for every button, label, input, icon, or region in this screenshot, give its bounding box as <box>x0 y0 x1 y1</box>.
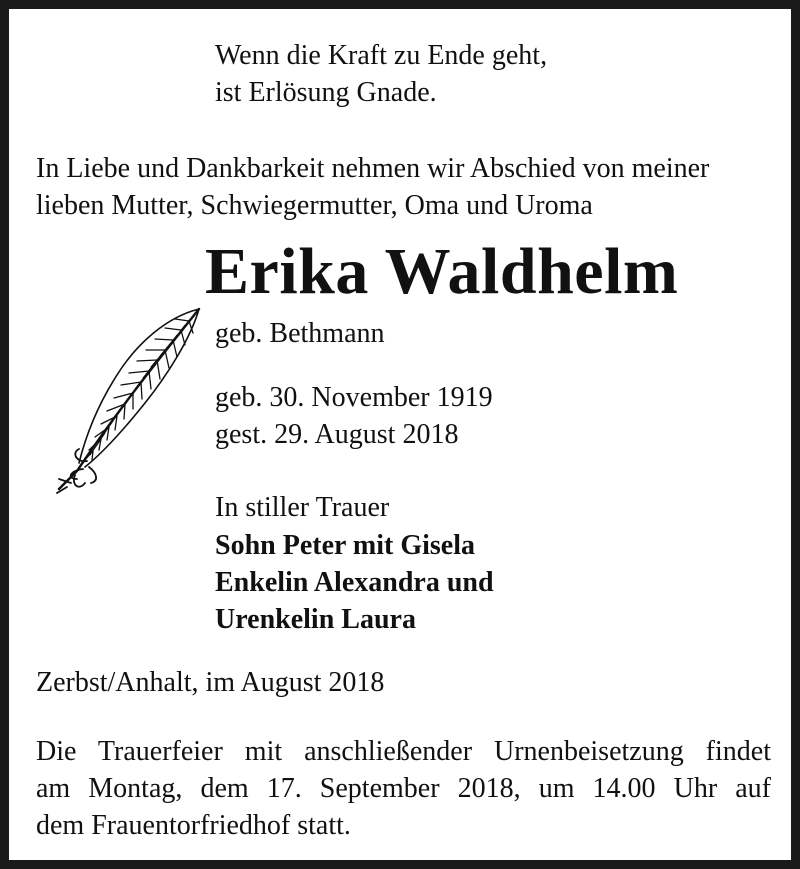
mourners-heading: In stiller Trauer <box>215 492 390 523</box>
feather-icon <box>49 303 207 499</box>
service-line-3: dem Frauentorfriedhof statt. <box>36 810 351 841</box>
service-line-2: am Montag, dem 17. September 2018, um 14.00 Uhr auf <box>36 773 771 804</box>
maiden-name: geb. Bethmann <box>215 318 385 349</box>
place-date: Zerbst/Anhalt, im August 2018 <box>36 667 385 698</box>
service-line-1: Die Trauerfeier mit anschließender Urnenbeisetzung findet <box>36 736 771 767</box>
motto-line-1: Wenn die Kraft zu Ende geht, <box>215 40 548 71</box>
intro-line-2: lieben Mutter, Schwiegermutter, Oma und Uroma <box>36 190 593 221</box>
death-date: gest. 29. August 2018 <box>215 419 459 450</box>
motto-line-2: ist Erlösung Gnade. <box>215 77 437 108</box>
mourner-line-1: Sohn Peter mit Gisela <box>215 530 476 561</box>
birth-date: geb. 30. November 1919 <box>215 382 493 413</box>
service-info <box>36 735 771 843</box>
mourner-line-2: Enkelin Alexandra und <box>215 567 494 598</box>
mourner-line-3: Urenkelin Laura <box>215 604 416 635</box>
intro-line-1: In Liebe und Dankbarkeit nehmen wir Abschied von meiner <box>36 153 710 184</box>
deceased-name: Erika Waldhelm <box>205 235 679 308</box>
